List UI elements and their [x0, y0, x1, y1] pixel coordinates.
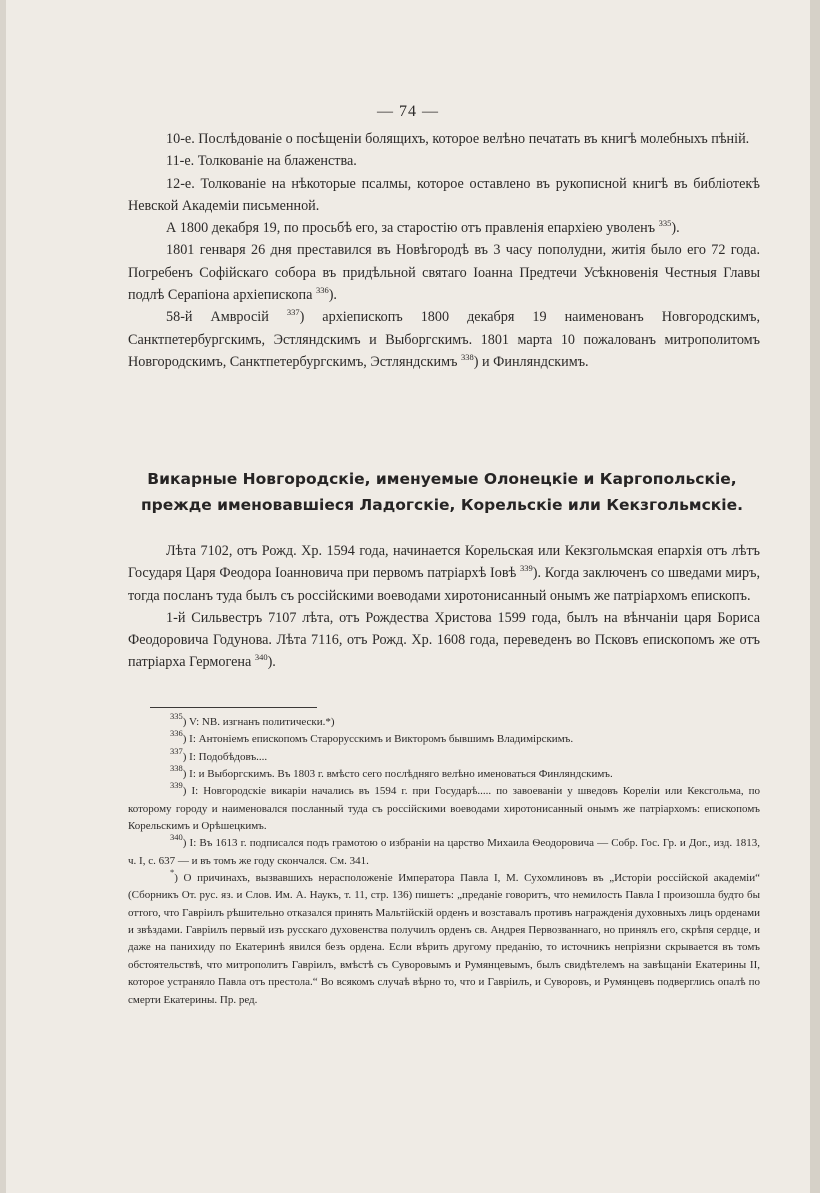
footnote-item [128, 728, 760, 748]
marker-paren: ) [182, 837, 187, 850]
footnote-text: I: Антоніемъ епископомъ Старорусскимъ и Викторомъ бывшимъ Владимірскимъ. [189, 733, 574, 746]
section-text [128, 540, 760, 674]
section-heading [118, 466, 766, 518]
silvester-text: 1-й Сильвестръ 7107 лѣта, отъ Рождества Христова 1599 года, былъ на вѣнчаніи царя Бориса Феодоровича Годунова. Лѣта 7116, отъ Рожд. Хр. 1608 года, переведенъ во Псковъ епископомъ же отъ патріарха Гермогена [128, 609, 760, 671]
marker-close: ). [328, 287, 337, 304]
footnote-marker-336: 336 [315, 285, 329, 296]
paragraph-korela-diocese [128, 540, 760, 607]
footnote-mark: 338 [170, 763, 183, 774]
marker-paren: ) [182, 750, 187, 763]
marker-paren: ) [473, 353, 479, 370]
marker-paren: ) [299, 309, 305, 326]
footnote-divider [150, 707, 317, 708]
marker-paren: ) [182, 785, 187, 798]
footnote-mark: 335 [170, 711, 183, 721]
footnote-marker-340: 340 [254, 652, 268, 663]
marker-close: ). [532, 565, 542, 582]
ambrosius-name: 58-й Амвросій [166, 309, 269, 326]
footnote-item-editor [128, 867, 760, 1009]
marker-paren: ) [182, 716, 187, 728]
page-number: — 74 — [377, 103, 439, 120]
footnote-marker-338: 338 [460, 351, 474, 362]
body-text [128, 128, 760, 373]
footnote-item [128, 711, 760, 731]
retirement-text: А 1800 декабря 19, по просьбѣ его, за старостію отъ правленія епархіею уволенъ [166, 220, 656, 237]
footnote-marker-337: 337 [286, 307, 300, 318]
footnote-mark: 340 [170, 832, 183, 843]
footnote-text: О причинахъ, вызвавшихъ нерасположеніе Императора Павла I, М. Сухомлиновъ въ „Исторіи россійской академіи“ (Сборникъ От. рус. яз. и Слов. Им. А. Наукъ, т. 11, стр. 136) пишетъ: „преданіе говоритъ, что немилость Павла I произошла будто бы оттого, что Гавріилъ рѣшительно отказался принять Мальтійскій орденъ и возставалъ противъ награжденія духовныхъ лицъ орденами и звѣздами. Гавріилъ первый изъ русскаго духовенства получилъ орденъ св. Андрея Первозваннаго, но принялъ его, скрѣпя сердце, и даже на панихиду по Екатеринѣ явился безъ ордена. Если вѣрить другому преданію, то источникъ непріязни скрывается въ томъ обстоятельствѣ, что митрополитъ Гавріилъ, вмѣстѣ съ Суворовымъ и Румянцевымъ, былъ свидѣтелемъ на завѣщаніи Екатерины II, которое устраняло Павла отъ престола.“ Во всякомъ случаѣ вѣрно то, что и Гавріилъ, и Суворовъ, и Румянцевъ подверглись опалѣ по смерти Екатерины. Пр. ред. [128, 872, 760, 1006]
section-heading-line-1: Викарные Новгородскіе, именуемые Олонецкіе и Каргопольскіе, [147, 470, 737, 488]
footnote-mark: 339 [170, 780, 183, 791]
footnote-text: I: Подобѣдовъ.... [189, 750, 268, 763]
footnote-text: V: NB. изгнанъ политически.*) [188, 716, 335, 728]
death-text: 1801 генваря 26 дня преставился въ Новѣгородѣ въ 3 часу пополудни, житія было его 72 года. Погребенъ Софійскаго собора въ придѣльной святаго Іоанна Предтечи Усѣкновенія Честныя Главы подлѣ Серапіона архіепископа [128, 242, 760, 304]
footnote-item [128, 832, 761, 870]
paragraph-item-10: 10-е. Послѣдованіе о посѣщеніи болящихъ, которое велѣно печатать въ книгѣ молебныхъ пѣній. [166, 131, 750, 147]
footnote-mark: 336 [170, 728, 183, 739]
paragraph-item-12: 12-е. Толкованіе на нѣкоторые псалмы, которое оставлено въ рукописной книгѣ въ библіотекѣ Невской Академіи письменной. [128, 175, 760, 214]
footnotes [128, 711, 761, 1009]
paragraph-death [128, 239, 760, 306]
footnote-marker-335: 335 [658, 218, 672, 229]
footnote-text: I: Въ 1613 г. подписался подъ грамотою о избраніи на царство Михаила Ѳеодоровича — Собр. Гос. Гр. и Дог., изд. 1813, ч. I, с. 637 — и въ томъ же году скончался. См. 341. [128, 837, 761, 867]
footnote-text: I: Новгородскіе викаріи начались въ 1594 г. при Государѣ..... по завоеваніи у шведовъ Кореліи или Кексгольма, по которому городу и наименовался посланный туда съ россійскими воеводами хиротонисанный онымъ же патріархомъ: епископомъ Корельскимъ и Орѣшецкимъ. [128, 785, 761, 833]
marker-close: ). [671, 220, 680, 237]
footnote-mark: * [170, 867, 175, 878]
footnote-item [128, 780, 761, 835]
paragraph-item-11: 11-е. Толкованіе на блаженства. [166, 153, 357, 170]
ambrosius-end: и Финляндскимъ. [482, 353, 589, 370]
footnote-item [128, 763, 760, 783]
korela-peace-text: Когда заключенъ со шведами миръ, тогда посланъ туда былъ съ россійскими воеводами хиротонисанный онымъ же патріархомъ епископъ. [128, 565, 760, 604]
marker-paren: ) [182, 768, 187, 781]
paragraph-ambrosius [128, 306, 760, 373]
marker-close: ). [267, 654, 276, 671]
korela-text: Лѣта 7102, отъ Рожд. Хр. 1594 года, начинается Корельская или Кекзгольмская епархія отъ лѣтъ Государя Царя Феодора Іоанновича при первомъ патріархѣ Іовѣ [128, 543, 760, 582]
section-heading-line-2: прежде именовавшіеся Ладогскіе, Корельскіе или Кекзгольмскіе. [140, 496, 744, 514]
marker-paren: ) [182, 733, 187, 746]
marker-paren: ) [174, 872, 178, 885]
footnote-item [128, 745, 760, 766]
ambrosius-text: архіепископъ 1800 декабря 19 наименованъ Новгородскимъ, Санктпетербургскимъ, Эстляндскимъ и Выборгскимъ. 1801 марта 10 пожалованъ митрополитомъ Новгородскимъ, Санктпетербургскимъ, Эстляндскимъ [128, 309, 760, 370]
footnote-text: I: и Выборгскимъ. Въ 1803 г. вмѣсто сего послѣдняго велѣно именоваться Финляндскимъ. [189, 768, 613, 781]
footnote-marker-339: 339 [520, 563, 533, 574]
paragraph-silvester [128, 607, 760, 674]
footnote-mark: 337 [170, 745, 183, 756]
paragraph-retirement [128, 217, 760, 239]
